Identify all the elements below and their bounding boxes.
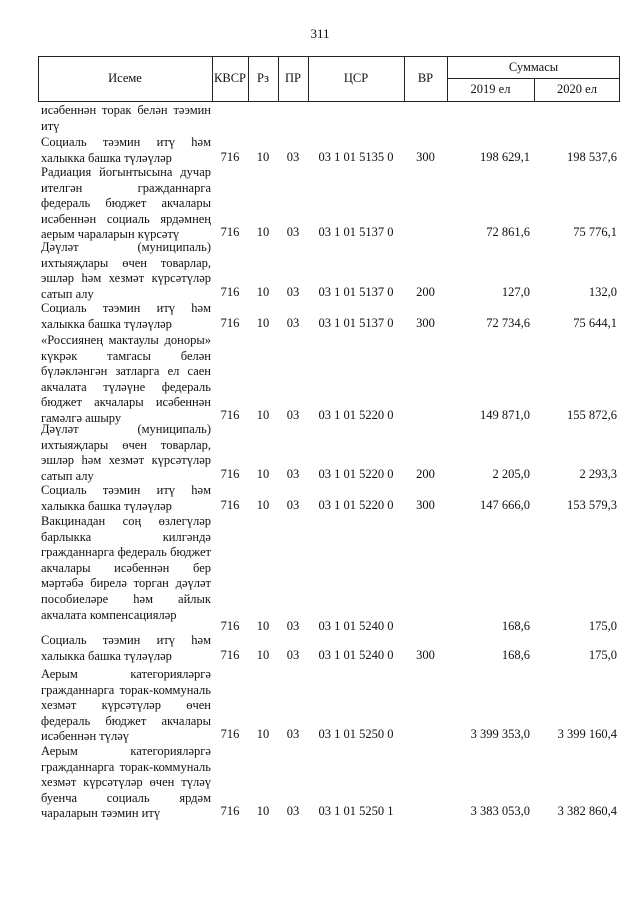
row-value-2019: 168,6 bbox=[501, 648, 530, 662]
header-pr: ПР bbox=[285, 71, 301, 85]
row-csr: 03 1 01 5250 1 bbox=[318, 804, 394, 818]
row-value-2020: 153 579,3 bbox=[567, 498, 617, 512]
row-rz: 10 bbox=[256, 408, 270, 422]
row-name: «Россиянең мактаулы доноры» күкрәк тамгасы белән бүләкләнгән затларга ел саен акчалата түләүне федераль бюджет акчалары исәбеннән гамәлгә ашыру bbox=[41, 333, 211, 425]
row-rz: 10 bbox=[256, 648, 270, 662]
row-pr: 03 bbox=[286, 727, 300, 741]
row-name: Социаль тәэмин итү һәм халыкка башка түләүләр bbox=[41, 483, 211, 513]
row-pr: 03 bbox=[286, 285, 300, 299]
row-csr: 03 1 01 5220 0 bbox=[318, 467, 394, 481]
row-value-2019: 149 871,0 bbox=[480, 408, 530, 422]
row-kvsr: 716 bbox=[220, 225, 240, 239]
row-vr: 300 bbox=[416, 316, 435, 330]
header-kvsr: КВСР bbox=[214, 71, 246, 85]
row-vr: 200 bbox=[416, 467, 435, 481]
row-rz: 10 bbox=[256, 727, 270, 741]
header-year-2019: 2019 ел bbox=[470, 82, 511, 96]
row-rz: 10 bbox=[256, 498, 270, 512]
row-csr: 03 1 01 5135 0 bbox=[318, 150, 394, 164]
row-csr: 03 1 01 5250 0 bbox=[318, 727, 394, 741]
row-kvsr: 716 bbox=[220, 804, 240, 818]
row-value-2019: 72 734,6 bbox=[486, 316, 530, 330]
row-value-2020: 3 399 160,4 bbox=[557, 727, 617, 741]
row-pr: 03 bbox=[286, 408, 300, 422]
row-kvsr: 716 bbox=[220, 285, 240, 299]
row-vr: 200 bbox=[416, 285, 435, 299]
row-csr: 03 1 01 5220 0 bbox=[318, 498, 394, 512]
row-value-2019: 198 629,1 bbox=[480, 150, 530, 164]
header-rz: Рз bbox=[257, 71, 269, 85]
row-name: Радиация йогынтысына дучар ителгән гражданнарга федераль бюджет акчалары исәбеннән социаль ярдәмнең аерым чараларын күрсәтү bbox=[41, 165, 211, 242]
row-value-2020: 175,0 bbox=[588, 619, 617, 633]
row-rz: 10 bbox=[256, 150, 270, 164]
header-bottom-border bbox=[38, 101, 620, 102]
row-kvsr: 716 bbox=[220, 648, 240, 662]
row-csr: 03 1 01 5137 0 bbox=[318, 225, 394, 239]
header-sums: Суммасы bbox=[508, 59, 559, 74]
row-name: Социаль тәэмин итү һәм халыкка башка түләүләр bbox=[41, 301, 211, 331]
row-value-2020: 198 537,6 bbox=[567, 150, 617, 164]
header-name: Исеме bbox=[108, 71, 142, 85]
row-csr: 03 1 01 5240 0 bbox=[318, 619, 394, 633]
row-value-2020: 2 293,3 bbox=[579, 467, 617, 481]
row-kvsr: 716 bbox=[220, 498, 240, 512]
row-pr: 03 bbox=[286, 225, 300, 239]
row-csr: 03 1 01 5137 0 bbox=[318, 316, 394, 330]
row-name: Вакцинадан соң өзлегүләр барлыкка килгәндә гражданнарга федераль бюджет акчалары исәбеннән бер мәртәбә бирелә торган дәүләт пособиеләре һәм айлык акчалата компенсацияләр bbox=[41, 514, 211, 622]
header-vr: ВР bbox=[417, 71, 434, 85]
row-pr: 03 bbox=[286, 804, 300, 818]
row-pr: 03 bbox=[286, 150, 300, 164]
row-csr: 03 1 01 5240 0 bbox=[318, 648, 394, 662]
row-value-2020: 3 382 860,4 bbox=[557, 804, 617, 818]
row-vr: 300 bbox=[416, 498, 435, 512]
row-pr: 03 bbox=[286, 498, 300, 512]
row-pr: 03 bbox=[286, 619, 300, 633]
row-value-2019: 2 205,0 bbox=[492, 467, 530, 481]
row-rz: 10 bbox=[256, 804, 270, 818]
row-kvsr: 716 bbox=[220, 727, 240, 741]
row-value-2020: 75 776,1 bbox=[573, 225, 617, 239]
row-name: Социаль тәэмин итү һәм халыкка башка түләүләр bbox=[41, 633, 211, 663]
row-value-2020: 132,0 bbox=[588, 285, 617, 299]
row-value-2019: 147 666,0 bbox=[480, 498, 530, 512]
row-name: Дәүләт (муниципаль) ихтыяҗлары өчен товарлар, эшләр һәм хезмәт күрсәтүләр сатып алу bbox=[41, 422, 211, 483]
carryover-text: исәбеннән торак белән тәэмин итү bbox=[41, 103, 211, 133]
row-name: Аерым категорияләргә гражданнарга торак-коммуналь хезмәт күрсәтүләр өчен түләү буенча социаль ярдәм чараларын тәэмин итү bbox=[41, 744, 211, 821]
row-kvsr: 716 bbox=[220, 316, 240, 330]
row-rz: 10 bbox=[256, 316, 270, 330]
row-vr: 300 bbox=[416, 150, 435, 164]
header-csr: ЦСР bbox=[343, 71, 369, 85]
row-rz: 10 bbox=[256, 285, 270, 299]
header-year-2020: 2020 ел bbox=[557, 82, 597, 96]
row-name: Социаль тәэмин итү һәм халыкка башка түләүләр bbox=[41, 135, 211, 165]
row-kvsr: 716 bbox=[220, 408, 240, 422]
row-value-2020: 75 644,1 bbox=[573, 316, 617, 330]
row-name: Аерым категорияләргә гражданнарга торак-коммуналь хезмәт күрсәтүләр өчен федераль бюджет акчалары исәбеннән түләү bbox=[41, 667, 211, 744]
row-value-2020: 175,0 bbox=[588, 648, 617, 662]
row-csr: 03 1 01 5220 0 bbox=[318, 408, 394, 422]
row-value-2019: 168,6 bbox=[501, 619, 530, 633]
row-vr: 300 bbox=[416, 648, 435, 662]
row-value-2019: 72 861,6 bbox=[486, 225, 530, 239]
row-value-2019: 3 383 053,0 bbox=[470, 804, 530, 818]
row-rz: 10 bbox=[256, 467, 270, 481]
row-csr: 03 1 01 5137 0 bbox=[318, 285, 394, 299]
row-pr: 03 bbox=[286, 467, 300, 481]
row-pr: 03 bbox=[286, 316, 300, 330]
row-name: Дәүләт (муниципаль) ихтыяҗлары өчен товарлар, эшләр һәм хезмәт күрсәтүләр сатып алу bbox=[41, 240, 211, 301]
row-pr: 03 bbox=[286, 648, 300, 662]
row-kvsr: 716 bbox=[220, 619, 240, 633]
row-value-2019: 3 399 353,0 bbox=[470, 727, 530, 741]
row-rz: 10 bbox=[256, 225, 270, 239]
row-rz: 10 bbox=[256, 619, 270, 633]
row-value-2019: 127,0 bbox=[501, 285, 530, 299]
row-value-2020: 155 872,6 bbox=[567, 408, 617, 422]
row-kvsr: 716 bbox=[220, 150, 240, 164]
page-number: 311 bbox=[310, 26, 330, 41]
row-kvsr: 716 bbox=[220, 467, 240, 481]
